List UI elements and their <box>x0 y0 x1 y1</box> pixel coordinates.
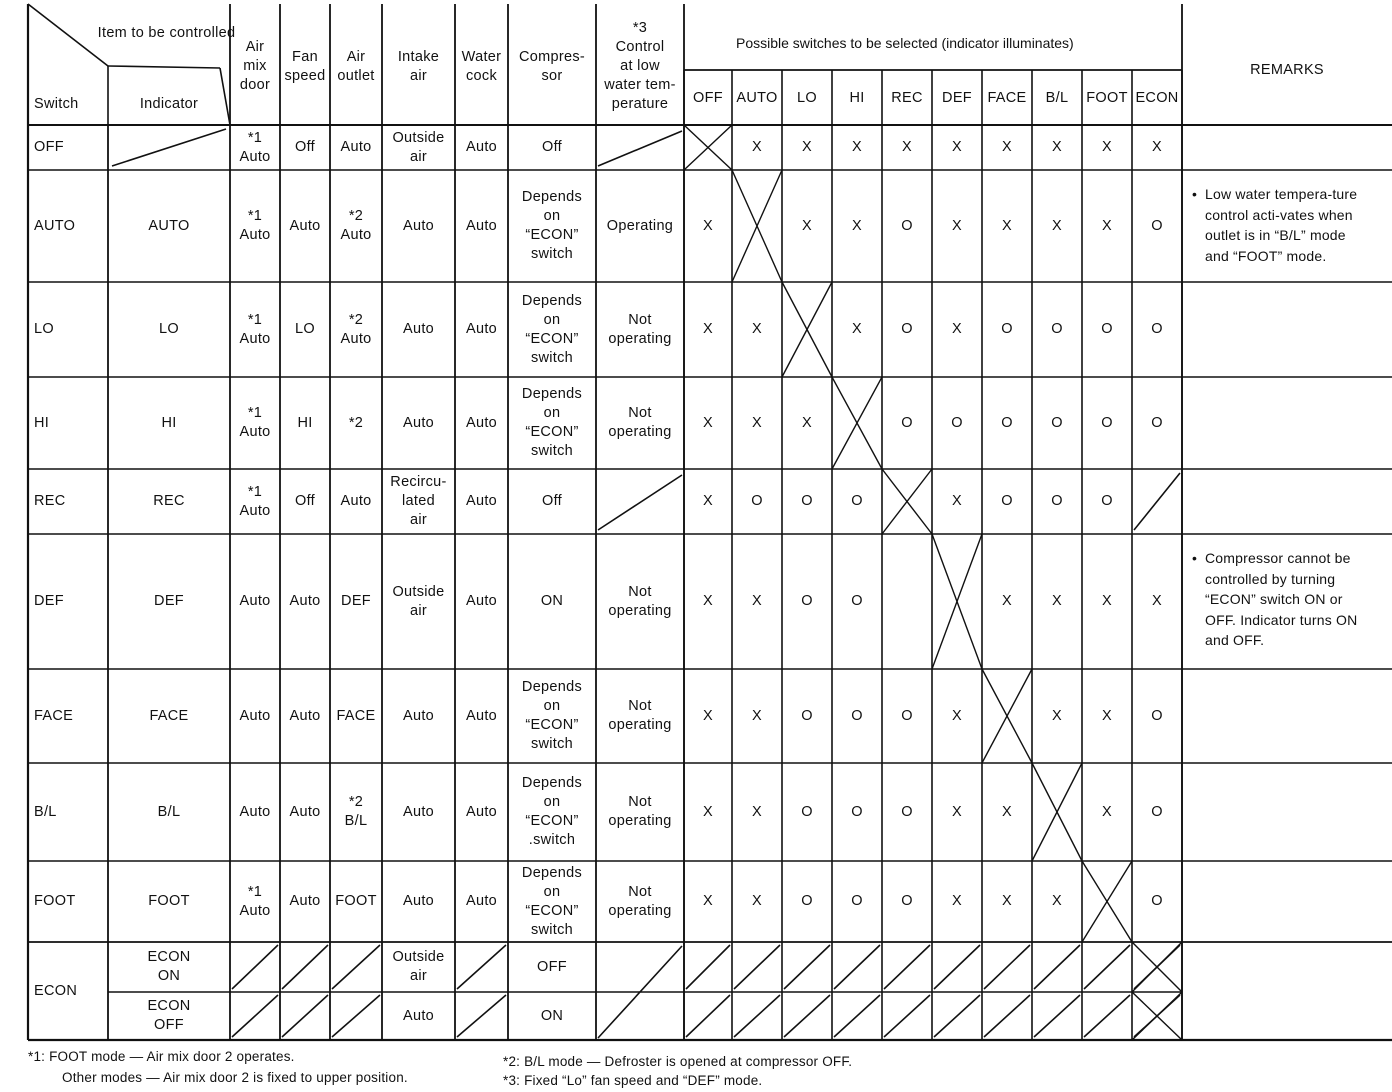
sel-r3-c4: O <box>901 414 913 431</box>
sel-r8-c5: X <box>952 893 962 909</box>
sel-r6-c1: X <box>752 707 762 724</box>
possible-switch-foot: FOOT <box>1086 90 1128 106</box>
row-lowwater-3: Not operating <box>608 405 672 440</box>
possible-switch-face: FACE <box>987 90 1027 106</box>
sel-r4-c7: O <box>1051 493 1063 509</box>
row-fan-0: Off <box>295 139 315 155</box>
econ-intake-1: Auto <box>402 1007 435 1024</box>
header-col-0: Air mix door <box>239 39 271 93</box>
row-fan-4: Off <box>295 493 315 509</box>
row-fan-2: LO <box>295 321 315 337</box>
sel-r0-c2: X <box>802 139 812 155</box>
sel-r4-c5: X <box>952 493 962 509</box>
header-col-5: Compres- sor <box>518 48 586 84</box>
row-intake-0: Outside air <box>392 129 445 165</box>
row-switch-1: AUTO <box>34 217 76 234</box>
row-lowwater-6: Not operating <box>608 698 672 733</box>
row-water-4: Auto <box>465 493 498 509</box>
sel-r7-c9: O <box>1151 803 1163 820</box>
sel-r6-c4: O <box>901 707 913 724</box>
sel-r2-c6: O <box>1001 321 1013 337</box>
row-switch-6: FACE <box>34 707 74 724</box>
sel-r7-c5: X <box>952 803 962 820</box>
row-intake-7: Auto <box>402 803 435 820</box>
sel-r8-c4: O <box>901 893 913 909</box>
econ-switch: ECON <box>34 982 78 999</box>
corner-item-label: Item to be controlled <box>97 24 236 41</box>
sel-r6-c0: X <box>703 707 713 724</box>
sel-r5-c8: X <box>1102 593 1112 609</box>
row-water-1: Auto <box>465 217 498 234</box>
econ-intake-0: Outside air <box>392 949 445 984</box>
sel-r4-c1: O <box>751 493 763 509</box>
row-water-7: Auto <box>465 803 498 820</box>
row-indicator-6: FACE <box>149 707 189 724</box>
header-col-4: Water cock <box>461 48 502 84</box>
econ-compressor-1: ON <box>540 1007 564 1024</box>
row-water-3: Auto <box>465 414 498 431</box>
row-intake-1: Auto <box>402 217 435 234</box>
row-outlet-8: FOOT <box>335 893 377 909</box>
header-col-6: *3 Control at low water tem- perature <box>604 20 676 112</box>
row-compressor-2: Depends on “ECON” switch <box>521 292 583 366</box>
row-water-0: Auto <box>465 139 498 155</box>
sel-r1-c4: O <box>901 217 913 234</box>
sel-r7-c6: X <box>1002 803 1012 820</box>
row-outlet-5: DEF <box>341 593 371 609</box>
sel-r8-c1: X <box>752 893 762 909</box>
sel-r2-c3: X <box>852 321 862 337</box>
row-airmix-0: *1 Auto <box>239 129 271 165</box>
sel-r6-c7: X <box>1052 707 1062 724</box>
sel-r2-c1: X <box>752 321 762 337</box>
row-airmix-4: *1 Auto <box>239 483 271 519</box>
sel-r7-c3: O <box>851 803 863 820</box>
row-intake-5: Outside air <box>392 583 445 619</box>
sel-r7-c0: X <box>703 803 713 820</box>
sel-r5-c7: X <box>1052 593 1062 609</box>
sel-r1-c5: X <box>952 217 962 234</box>
sel-r3-c6: O <box>1001 414 1013 431</box>
row-water-2: Auto <box>465 321 498 337</box>
sel-r0-c4: X <box>902 139 912 155</box>
row-outlet-6: FACE <box>336 707 376 724</box>
sel-r5-c0: X <box>703 593 713 609</box>
sel-r3-c8: O <box>1101 414 1113 431</box>
sel-r3-c1: X <box>752 414 762 431</box>
sel-r7-c4: O <box>901 803 913 820</box>
row-intake-8: Auto <box>402 893 435 909</box>
row-compressor-3: Depends on “ECON” switch <box>521 386 583 459</box>
sel-r4-c8: O <box>1101 493 1113 509</box>
possible-switch-bl: B/L <box>1045 90 1069 106</box>
row-indicator-1: AUTO <box>148 217 190 234</box>
row-fan-5: Auto <box>289 593 321 609</box>
row-compressor-5: ON <box>540 593 564 609</box>
footnote-1-cont: Other modes — Air mix door 2 is fixed to upper position. <box>62 1070 408 1085</box>
possible-switch-econ: ECON <box>1135 90 1179 106</box>
row-indicator-7: B/L <box>157 803 181 820</box>
row-indicator-4: REC <box>153 493 185 509</box>
sel-r3-c2: X <box>802 414 812 431</box>
sel-r6-c5: X <box>952 707 962 724</box>
sel-r0-c1: X <box>752 139 762 155</box>
sel-r7-c1: X <box>752 803 762 820</box>
row-airmix-7: Auto <box>239 803 271 820</box>
sel-r8-c2: O <box>801 893 813 909</box>
row-outlet-0: Auto <box>340 139 372 155</box>
sel-r3-c0: X <box>703 414 713 431</box>
sel-r0-c9: X <box>1152 139 1162 155</box>
row-switch-5: DEF <box>34 593 64 609</box>
econ-indicator-0: ECON ON <box>147 949 191 984</box>
sel-r8-c3: O <box>851 893 863 909</box>
row-fan-3: HI <box>297 414 313 431</box>
sel-r8-c9: O <box>1151 893 1163 909</box>
row-fan-6: Auto <box>289 707 321 724</box>
header-col-2: Air outlet <box>337 48 375 84</box>
possible-switch-hi: HI <box>849 90 865 106</box>
row-airmix-8: *1 Auto <box>239 883 271 919</box>
row-switch-0: OFF <box>34 139 64 155</box>
header-col-3: Intake air <box>397 48 440 84</box>
sel-r2-c5: X <box>952 321 962 337</box>
row-switch-3: HI <box>34 414 50 431</box>
sel-r1-c0: X <box>703 217 713 234</box>
row-outlet-7: *2 B/L <box>344 794 368 829</box>
sel-r2-c8: O <box>1101 321 1113 337</box>
sel-r0-c8: X <box>1102 139 1112 155</box>
sel-r7-c2: O <box>801 803 813 820</box>
sel-r3-c7: O <box>1051 414 1063 431</box>
row-indicator-5: DEF <box>154 593 184 609</box>
row-airmix-3: *1 Auto <box>239 405 271 440</box>
row-switch-4: REC <box>34 493 66 509</box>
sel-r5-c3: O <box>851 593 863 609</box>
sel-r0-c6: X <box>1002 139 1012 155</box>
row-airmix-6: Auto <box>239 707 271 724</box>
row-outlet-2: *2 Auto <box>340 311 372 347</box>
sel-r8-c6: X <box>1002 893 1012 909</box>
sel-r6-c8: X <box>1102 707 1112 724</box>
row-compressor-6: Depends on “ECON” switch <box>521 679 583 752</box>
sel-r5-c9: X <box>1152 593 1162 609</box>
possible-switch-off: OFF <box>693 90 723 106</box>
remark-5: • Compressor cannot be controlled by turning “ECON” switch ON or OFF. Indicator turns ON and OFF. <box>1192 550 1358 648</box>
sel-r6-c3: O <box>851 707 863 724</box>
row-water-5: Auto <box>465 593 498 609</box>
row-lowwater-5: Not operating <box>608 583 672 619</box>
sel-r2-c0: X <box>703 321 713 337</box>
corner-switch-label: Switch <box>34 95 79 112</box>
row-outlet-3: *2 <box>348 414 364 431</box>
row-fan-8: Auto <box>289 893 321 909</box>
sel-r7-c8: X <box>1102 803 1112 820</box>
row-lowwater-8: Not operating <box>608 883 672 919</box>
sel-r6-c9: O <box>1151 707 1163 724</box>
corner-indicator-label: Indicator <box>139 95 199 112</box>
sel-r1-c2: X <box>802 217 812 234</box>
sel-r5-c1: X <box>752 593 762 609</box>
row-compressor-7: Depends on “ECON” .switch <box>521 775 583 848</box>
possible-switch-def: DEF <box>942 90 972 106</box>
econ-indicator-1: ECON OFF <box>147 998 191 1033</box>
possible-switch-rec: REC <box>891 90 923 106</box>
row-switch-7: B/L <box>34 803 57 820</box>
possible-switch-lo: LO <box>797 90 817 106</box>
row-switch-8: FOOT <box>34 893 76 909</box>
sel-r4-c6: O <box>1001 493 1013 509</box>
sel-r6-c2: O <box>801 707 813 724</box>
sel-r5-c6: X <box>1002 593 1012 609</box>
header-col-1: Fan speed <box>284 48 326 84</box>
sel-r4-c0: X <box>703 493 713 509</box>
row-airmix-2: *1 Auto <box>239 311 271 347</box>
row-intake-2: Auto <box>402 321 435 337</box>
row-airmix-1: *1 Auto <box>239 208 271 243</box>
sel-r0-c7: X <box>1052 139 1062 155</box>
footnote-3: *3: Fixed “Lo” fan speed and “DEF” mode. <box>503 1073 763 1088</box>
sel-r0-c5: X <box>952 139 962 155</box>
sel-r2-c4: O <box>901 321 913 337</box>
row-lowwater-1: Operating <box>606 217 674 234</box>
sel-r5-c2: O <box>801 593 813 609</box>
row-fan-1: Auto <box>289 217 321 234</box>
row-lowwater-2: Not operating <box>608 311 672 347</box>
remark-1: • Low water tempera-ture control acti-vates when outlet is in “B/L” mode and “FOOT” mode. <box>1192 186 1358 264</box>
row-indicator-2: LO <box>159 321 179 337</box>
remarks-header: REMARKS <box>1250 61 1324 78</box>
row-intake-4: Recircu- lated air <box>390 474 447 528</box>
sel-r8-c0: X <box>703 893 713 909</box>
sel-r4-c2: O <box>801 493 813 509</box>
row-compressor-8: Depends on “ECON” switch <box>521 864 583 938</box>
sel-r4-c3: O <box>851 493 863 509</box>
row-water-8: Auto <box>465 893 498 909</box>
econ-compressor-0: OFF <box>537 958 567 975</box>
sel-r2-c9: O <box>1151 321 1163 337</box>
row-outlet-1: *2 Auto <box>340 208 372 243</box>
row-compressor-0: Off <box>542 139 562 155</box>
row-lowwater-7: Not operating <box>608 794 672 829</box>
row-intake-3: Auto <box>402 414 435 431</box>
sel-r1-c9: O <box>1151 217 1163 234</box>
row-fan-7: Auto <box>289 803 321 820</box>
row-airmix-5: Auto <box>239 593 271 609</box>
sel-r1-c6: X <box>1002 217 1012 234</box>
row-compressor-1: Depends on “ECON” switch <box>521 189 583 262</box>
footnote-2: *2: B/L mode — Defroster is opened at compressor OFF. <box>503 1054 853 1069</box>
row-switch-2: LO <box>34 321 54 337</box>
row-water-6: Auto <box>465 707 498 724</box>
sel-r1-c8: X <box>1102 217 1112 234</box>
sel-r8-c7: X <box>1052 893 1062 909</box>
sel-r2-c7: O <box>1051 321 1063 337</box>
possible-switch-auto: AUTO <box>736 90 778 106</box>
row-indicator-8: FOOT <box>148 893 190 909</box>
footnote-1: *1: FOOT mode — Air mix door 2 operates. <box>28 1049 295 1064</box>
row-compressor-4: Off <box>542 493 562 509</box>
row-indicator-3: HI <box>161 414 177 431</box>
sel-r1-c3: X <box>852 217 862 234</box>
sel-r1-c7: X <box>1052 217 1062 234</box>
sel-r3-c5: O <box>951 414 963 431</box>
row-outlet-4: Auto <box>340 493 372 509</box>
sel-r0-c3: X <box>852 139 862 155</box>
sel-r3-c9: O <box>1151 414 1163 431</box>
possible-switches-title: Possible switches to be selected (indicator illuminates) <box>736 35 1074 51</box>
row-intake-6: Auto <box>402 707 435 724</box>
